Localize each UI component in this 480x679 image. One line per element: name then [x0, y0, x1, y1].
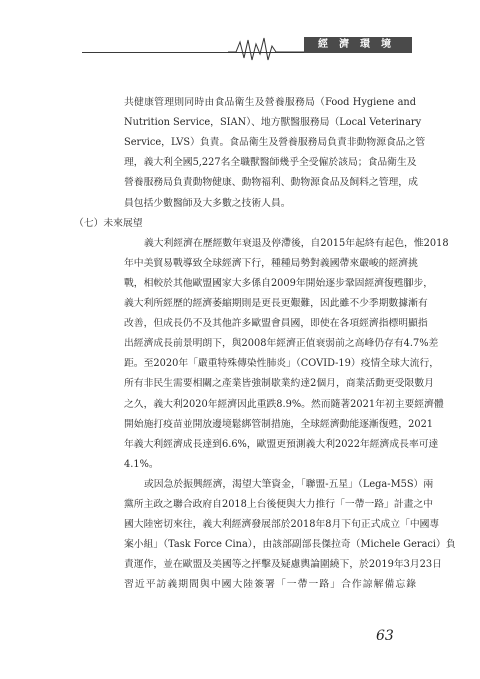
body-line: 或因急於振興經濟，渴望大筆資金，「聯盟-五星」（Lega-M5S）兩 — [144, 478, 434, 490]
page-header — [0, 0, 480, 70]
section-heading: （七）未來展望 — [74, 217, 143, 229]
body-line: 4.1%。 — [124, 458, 159, 470]
body-line: 黨所主政之聯合政府自2018上台後便與大力推行「一帶一路」計畫之中 — [124, 499, 434, 510]
body-line: 年中美貿易戰導致全球經濟下行，種種局勢對義國帶來嚴峻的經濟挑 — [124, 257, 418, 269]
body-line: 責運作，並在歐盟及美國等之抨擊及疑慮輿論圍繞下，於2019年3月23日 — [124, 559, 442, 571]
heartbeat-wave-icon — [228, 36, 308, 62]
section-tab: 經濟環境 — [304, 37, 412, 53]
body-line: 案小組」（Task Force Cina），由該部副部長傑拉奇（Michele Geraci）負 — [124, 539, 456, 551]
body-line: 員包括少數醫師及大多數之技術人員。 — [124, 197, 291, 209]
body-line: 義大利所經歷的經濟萎縮期則是更長更艱難，因此雖不少季期數據漸有 — [124, 298, 428, 309]
body-line: 出經濟成長前景明朗下，與2008年經濟正值衰弱前之高峰仍存有4.7%差 — [124, 338, 439, 350]
body-line: 習近平訪義期間與中國大陸簽署「一帶一路」合作諒解備忘錄 — [124, 579, 416, 591]
body-line: 營養服務局負責動物健康、動物福利、動物源食品及飼料之管理，成 — [124, 177, 418, 189]
body-line: Service，LVS）負責。食品衛生及營養服務局負責非動物源食品之管 — [124, 137, 426, 149]
body-line: 改善，但成長仍不及其他許多歐盟會員國，即使在各項經濟指標明顯指 — [124, 318, 428, 330]
body-line: 開始施打疫苗並開放邊境鬆綁管制措施，全球經濟動能逐漸復甦，2021 — [124, 418, 434, 430]
body-line: 年義大利經濟成長達到6.6%，歐盟更預測義大利2022年經濟成長率可達 — [124, 438, 439, 450]
body-line: 之久，義大利2020年經濟因此重跌8.9%。然而隨著2021年初主要經濟體 — [124, 398, 444, 410]
body-line: 國大陸密切來往，義大利經濟發展部於2018年8月下旬正式成立「中國專 — [124, 519, 440, 531]
body-line: 義大利經濟在歷經數年衰退及停滯後，自2015年起終有起色，惟2018 — [144, 237, 449, 249]
page-number: 63 — [376, 628, 394, 644]
body-line: 共健康管理則同時由食品衛生及營養服務局（Food Hygiene and — [124, 97, 416, 108]
body-line: Nutrition Service，SIAN）、地方獸醫服務局（Local Veterinary — [124, 117, 422, 129]
body-line: 所有非民生需要相關之產業皆強制歇業約達2個月，商業活動更受限數月 — [124, 378, 434, 390]
body-line: 理，義大利全國5,227名全職獸醫師幾乎全受僱於該局；食品衛生及 — [124, 157, 417, 169]
body-line: 距。至2020年「嚴重特殊傳染性肺炎」（COVID-19）疫情全球大流行， — [124, 358, 440, 370]
body-line: 戰，相較於其他歐盟國家大多係自2009年開始逐步鞏固經濟復甦腳步， — [124, 277, 434, 289]
